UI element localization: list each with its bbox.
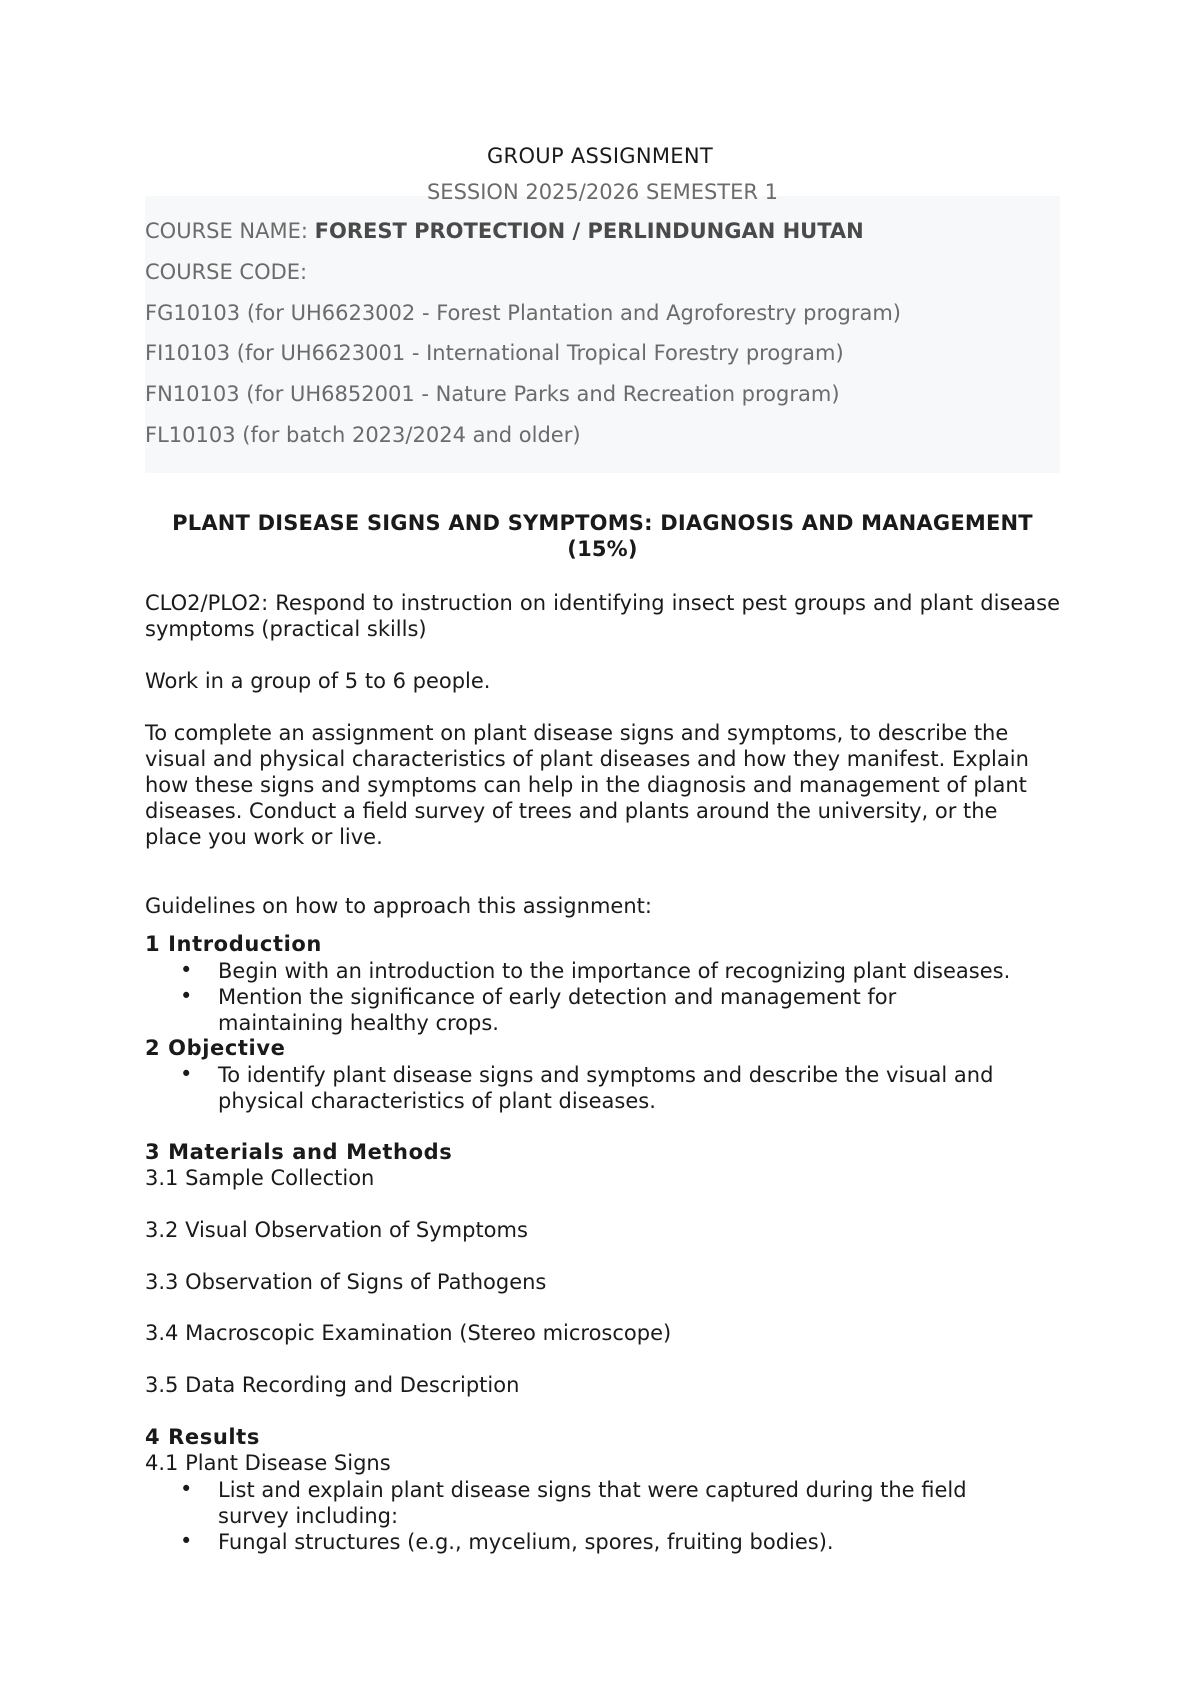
- bullet-icon: •: [180, 1529, 193, 1553]
- bullet-icon: •: [180, 984, 193, 1008]
- introduction-bullet-2: Mention the significance of early detection and management for maintaining healthy crops.: [218, 985, 897, 1035]
- bullet-icon: •: [180, 1477, 193, 1501]
- course-code-fn: FN10103 (for UH6852001 - Nature Parks and Recreation program): [145, 382, 840, 406]
- document-title: GROUP ASSIGNMENT: [486, 144, 714, 168]
- objective-bullet-1: To identify plant disease signs and symptoms and describe the visual and physical characteristics of plant diseases.: [218, 1063, 994, 1113]
- course-code-fl: FL10103 (for batch 2023/2024 and older): [145, 423, 581, 447]
- course-name-line: [145, 219, 864, 243]
- clo-paragraph: CLO2/PLO2: Respond to instruction on identifying insect pest groups and plant disease symptoms (practical skills): [145, 591, 1060, 641]
- results-bullet-1: List and explain plant disease signs that were captured during the field survey including:: [218, 1478, 967, 1528]
- section-introduction-heading: 1 Introduction: [145, 932, 322, 956]
- methods-subsection-3-4: 3.4 Macroscopic Examination (Stereo microscope): [145, 1321, 672, 1345]
- guidelines-intro: Guidelines on how to approach this assignment:: [145, 894, 652, 918]
- methods-subsection-3-3: 3.3 Observation of Signs of Pathogens: [145, 1270, 547, 1294]
- methods-subsection-3-5: 3.5 Data Recording and Description: [145, 1373, 520, 1397]
- assignment-heading: PLANT DISEASE SIGNS AND SYMPTOMS: DIAGNOSIS AND MANAGEMENT (15%): [172, 511, 1033, 561]
- bullet-icon: •: [180, 958, 193, 982]
- group-size-paragraph: Work in a group of 5 to 6 people.: [145, 669, 491, 693]
- introduction-bullet-1: Begin with an introduction to the importance of recognizing plant diseases.: [218, 959, 1011, 983]
- bullet-icon: •: [180, 1062, 193, 1086]
- course-name-label: COURSE NAME:: [145, 219, 315, 243]
- course-code-label: COURSE CODE:: [145, 260, 308, 284]
- section-results-heading: 4 Results: [145, 1425, 260, 1449]
- section-methods-heading: 3 Materials and Methods: [145, 1140, 453, 1164]
- results-subsection-4-1: 4.1 Plant Disease Signs: [145, 1451, 391, 1475]
- results-bullet-2: Fungal structures (e.g., mycelium, spores, fruiting bodies).: [218, 1530, 834, 1554]
- course-name-value: FOREST PROTECTION / PERLINDUNGAN HUTAN: [314, 219, 864, 243]
- course-code-fg: FG10103 (for UH6623002 - Forest Plantation and Agroforestry program): [145, 301, 901, 325]
- section-objective-heading: 2 Objective: [145, 1036, 286, 1060]
- task-paragraph: To complete an assignment on plant disease signs and symptoms, to describe the visual and physical characteristics of plant diseases and how they manifest. Explain how these signs and symptoms can help in the diagnosis and management of plant diseases. Conduct a field survey of trees and plants around the university, or the place you work or live.: [145, 721, 1029, 849]
- methods-subsection-3-1: 3.1 Sample Collection: [145, 1166, 375, 1190]
- session-line: SESSION 2025/2026 SEMESTER 1: [426, 180, 779, 204]
- methods-subsection-3-2: 3.2 Visual Observation of Symptoms: [145, 1218, 528, 1242]
- course-code-fi: FI10103 (for UH6623001 - International Tropical Forestry program): [145, 341, 844, 365]
